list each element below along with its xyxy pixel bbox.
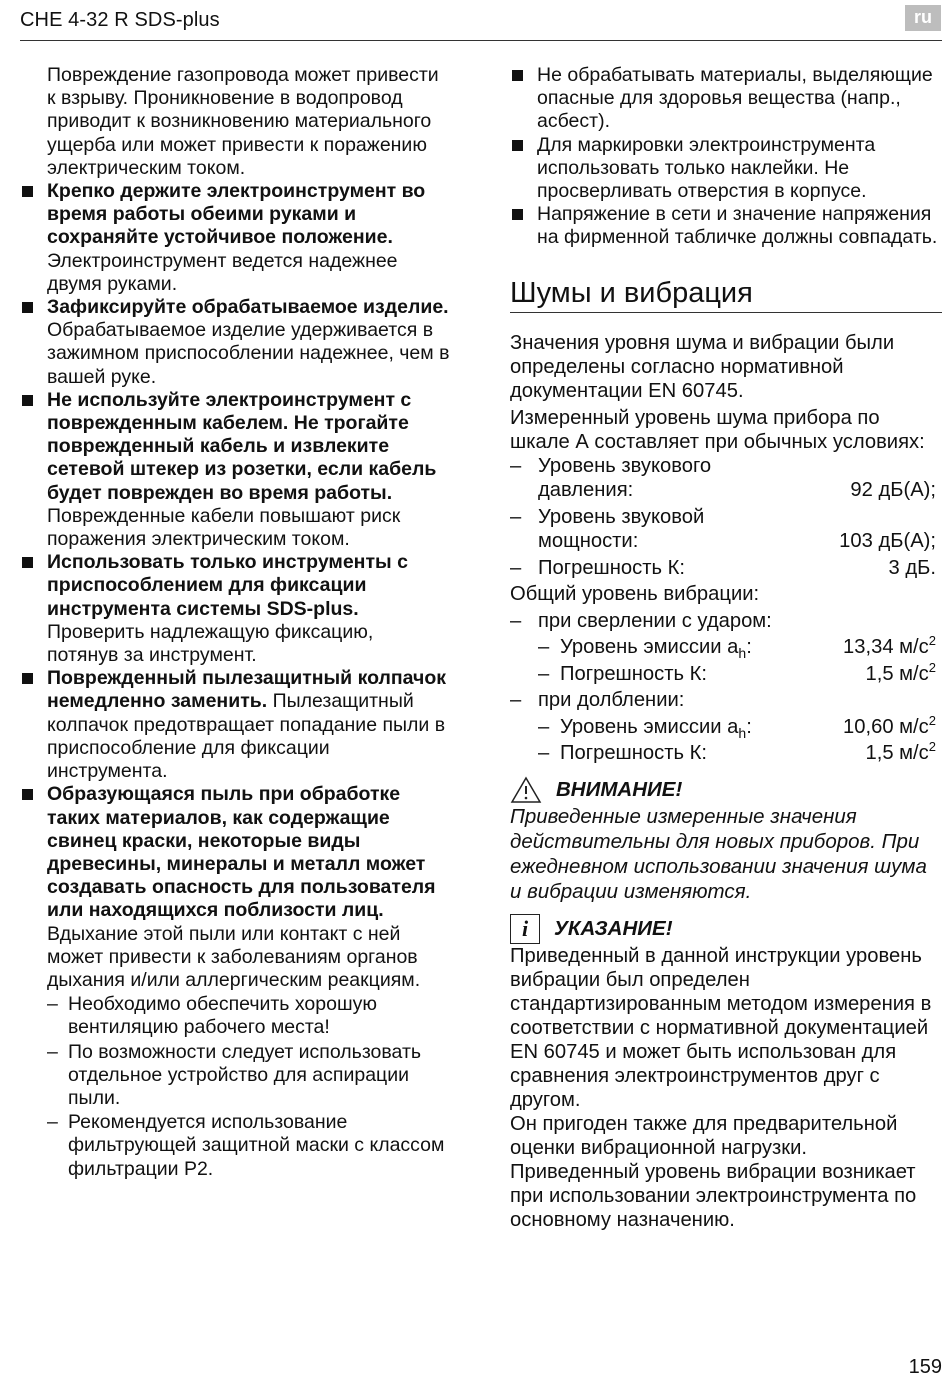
page-number: 159 xyxy=(908,1356,942,1378)
info-notice xyxy=(510,914,942,1232)
info-paragraph: Приведенный в данной инструкции уровень вибрации был определен стандартизированным методом измерения в соответствии с нормативной документацией EN 60745 и может быть использован для сравнения электроинструментов друг с другом. xyxy=(510,944,932,1111)
section-heading: Шумы и вибрация xyxy=(510,276,942,313)
safety-item-hold xyxy=(20,180,450,296)
chiselling-title: при долблении: xyxy=(538,689,685,712)
uncertainty-label: Погрешность К: xyxy=(560,742,707,765)
noise-spec-list xyxy=(510,454,942,766)
noise-uncertainty-row xyxy=(510,556,942,581)
drilling-title-row xyxy=(510,609,942,634)
dash-marker: – xyxy=(510,505,522,528)
page-header xyxy=(20,0,942,41)
safety-item-bold: Использовать только инструменты с приспособлением для фиксации инструмента системы SDS-plus. xyxy=(47,551,408,620)
safety-item-dust-cap xyxy=(20,667,450,783)
safety-item-voltage: Напряжение в сети и значение напряжения на фирменной табличке должны совпадать. xyxy=(510,203,942,249)
right-column xyxy=(510,64,942,1232)
document-title: CHE 4-32 R SDS-plus xyxy=(20,9,220,31)
safety-item-text: Электроинструмент ведется надежнее двумя руками. xyxy=(47,249,398,295)
safety-item-text: Пылезащитный колпачок предотвращает попадание пыли в приспособление для фиксации инструмента. xyxy=(47,690,446,783)
dash-marker: – xyxy=(538,636,550,659)
sound-pressure-label-1: Уровень звукового xyxy=(538,454,712,477)
info-icon: i xyxy=(510,914,540,944)
sound-pressure-label-2: давления: xyxy=(538,479,634,502)
safety-item-workpiece xyxy=(20,296,450,389)
drilling-emission-value: 13,34 $м/с^2$ xyxy=(843,633,936,659)
safety-item-cable xyxy=(20,389,450,551)
dash-marker: – xyxy=(510,556,522,579)
sound-pressure-value: 92 дБ(A); xyxy=(850,479,936,502)
noise-uncertainty-label: Погрешность К: xyxy=(538,556,685,579)
safety-item-text: Проверить надлежащую фиксацию, потянув за инструмент. xyxy=(47,620,374,667)
safety-item-bold: Зафиксируйте обрабатываемое изделие. xyxy=(47,296,449,319)
chiselling-title-row xyxy=(510,688,942,713)
safety-item-hazard: Не обрабатывать материалы, выделяющие опасные для здоровья вещества (напр., асбест). xyxy=(510,64,942,134)
sound-power-row xyxy=(510,505,942,554)
dash-marker: – xyxy=(510,454,522,477)
warning-title: ВНИМАНИЕ! xyxy=(556,778,683,802)
dash-marker: – xyxy=(510,689,522,712)
warning-notice xyxy=(510,776,942,904)
emission-label: Уровень эмиссии $a_h$: xyxy=(560,715,752,741)
left-column xyxy=(20,64,450,1181)
noise-standard-paragraph: Значения уровня шума и вибрации были определены согласно нормативной документации EN 60745. xyxy=(510,331,895,402)
dust-measure-item: – По возможности следует использовать отдельное устройство для аспирации пыли. xyxy=(20,1041,450,1111)
safety-item-bold: Не используйте электроинструмент с поврежденным кабелем. Не трогайте поврежденный кабель и извлеките сетевой штекер из розетки, если кабель будет поврежден во время работы. xyxy=(47,388,437,504)
drilling-emission-row xyxy=(510,635,942,660)
noise-intro-paragraph: Измеренный уровень шума прибора по шкале А составляет при обычных условиях: xyxy=(510,406,925,453)
info-paragraph: Он пригоден также для предварительной оценки вибрационной нагрузки. xyxy=(510,1112,898,1159)
safety-item-sds xyxy=(20,551,450,667)
sound-power-label-2: мощности: xyxy=(538,530,639,553)
drilling-uncertainty-row xyxy=(510,659,942,687)
chiselling-uncertainty-row xyxy=(510,741,942,766)
sound-pressure-row xyxy=(510,454,942,503)
safety-item-bold: Образующаяся пыль при обработке таких материалов, как содержащие свинец краски, некоторые виды древесины, минералы и металл может создавать опасность для пользователя или находящихся поблизости лиц. xyxy=(47,783,436,922)
sound-power-value: 103 дБ(A); xyxy=(839,530,936,553)
warning-text: Приведенные измеренные значения действительны для новых приборов. При ежедневном использовании значения шума и вибрации изменяются. xyxy=(510,804,927,903)
language-badge: ru xyxy=(905,5,941,31)
uncertainty-label: Погрешность К: xyxy=(560,662,707,685)
chiselling-uncertainty-value: 1,5 $м/с^2$ xyxy=(865,739,936,765)
chiselling-emission-row xyxy=(510,712,942,741)
emission-label: Уровень эмиссии $a_h$: xyxy=(560,636,752,662)
dust-measure-item: – Рекомендуется использование фильтрующей защитной маски с классом фильтрации P2. xyxy=(20,1111,450,1181)
dash-marker: – xyxy=(538,662,550,685)
warning-triangle-icon xyxy=(510,776,542,804)
sound-power-label-1: Уровень звуковой xyxy=(538,505,705,528)
info-paragraph: Приведенный уровень вибрации возникает при использовании электроинструмента по основному назначению. xyxy=(510,1160,917,1231)
drilling-title: при сверлении с ударом: xyxy=(538,609,772,632)
dash-marker: – xyxy=(538,715,550,738)
safety-item-text: Поврежденные кабели повышают риск поражения электрическим током. xyxy=(47,504,401,551)
safety-item-dust xyxy=(20,783,450,992)
safety-item-text: Вдыхание этой пыли или контакт с ней может привести к заболеваниям органов дыхания и/или аллергическим реакциям. xyxy=(47,922,421,991)
safety-item-bold: Поврежденный пылезащитный колпачок немедленно заменить. xyxy=(47,667,447,713)
dust-measure-item: – Необходимо обеспечить хорошую вентиляцию рабочего места! xyxy=(20,993,450,1039)
safety-item-bold: Крепко держите электроинструмент во время работы обеими руками и сохраняйте устойчивое положение. xyxy=(47,180,426,249)
intro-paragraph: Повреждение газопровода может привести к взрыву. Проникновение в водопровод приводит к возникновению материального ущерба или может привести к поражению электрическим током. xyxy=(47,64,439,179)
drilling-uncertainty-value: 1,5 $м/с^2$ xyxy=(865,659,936,685)
info-title: УКАЗАНИЕ! xyxy=(554,917,673,941)
noise-uncertainty-value: 3 дБ. xyxy=(888,556,936,579)
safety-item-text: Обрабатываемое изделие удерживается в зажимном приспособлении надежнее, чем в вашей руке. xyxy=(47,319,450,388)
safety-item-labels: Для маркировки электроинструмента использовать только наклейки. Не просверливать отверстия в корпусе. xyxy=(510,134,942,204)
dash-marker: – xyxy=(538,742,550,765)
vibration-title: Общий уровень вибрации: xyxy=(510,583,760,606)
dash-marker: – xyxy=(510,609,522,632)
chiselling-emission-value: 10,60 $м/с^2$ xyxy=(843,712,936,738)
